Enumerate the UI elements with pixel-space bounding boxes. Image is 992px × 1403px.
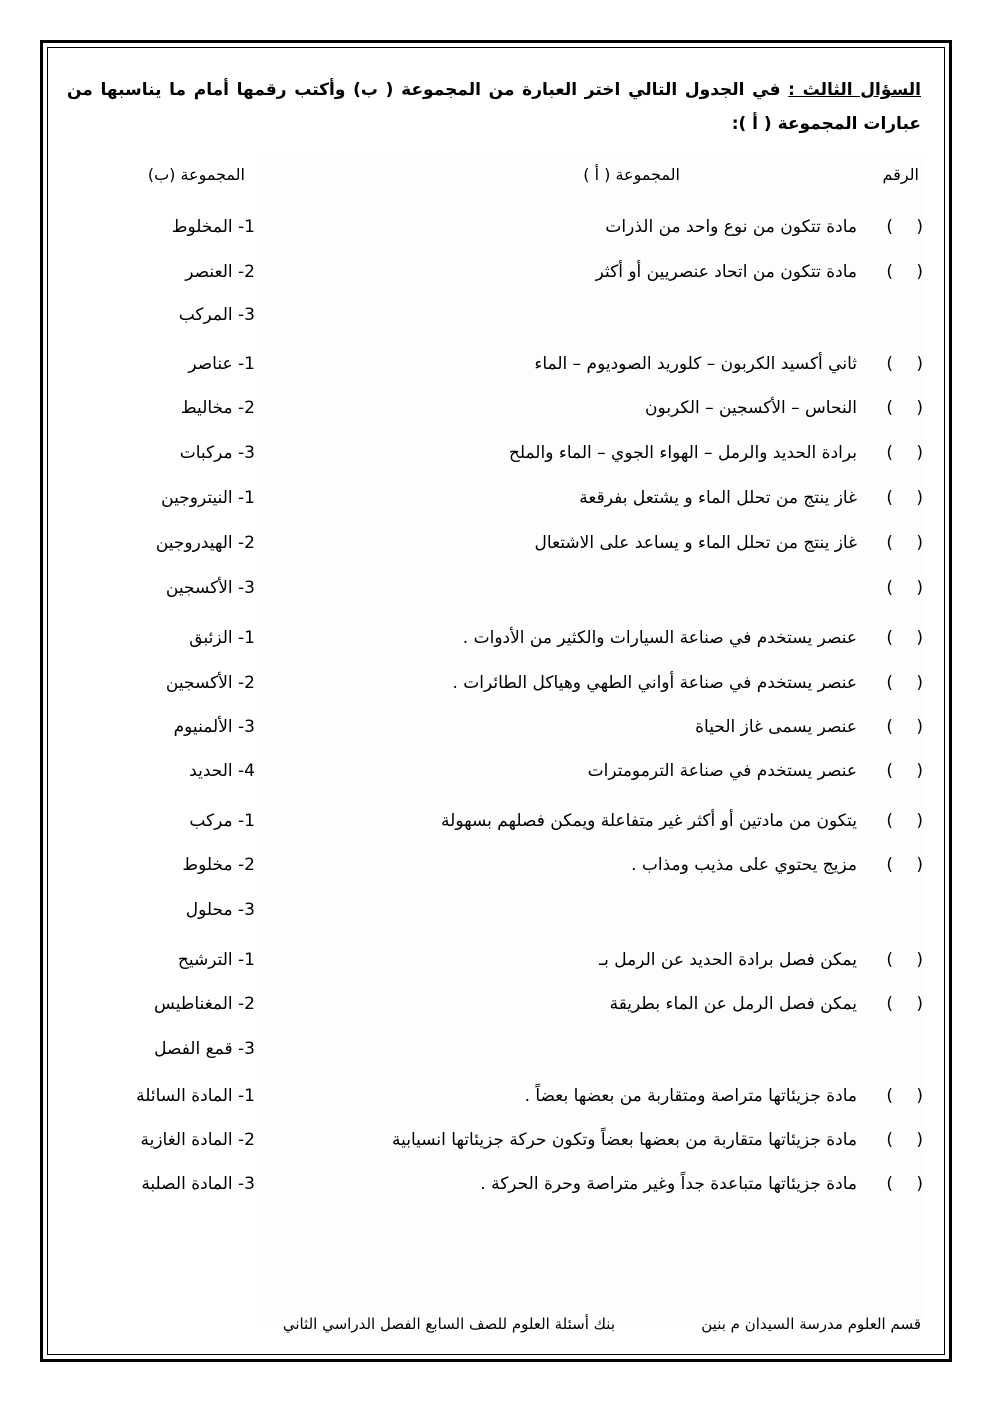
group-a-statement: عنصر يستخدم في صناعة الترمومترات bbox=[587, 761, 857, 781]
header-group-b: المجموعة (ب) bbox=[147, 165, 245, 184]
table-row bbox=[47, 751, 945, 795]
answer-blank[interactable] bbox=[883, 707, 923, 751]
group-a-statement: مزيج يحتوي على مذيب ومذاب . bbox=[631, 855, 857, 875]
paren-close: ) bbox=[886, 533, 893, 553]
paren-open: ( bbox=[916, 628, 923, 648]
footer-school: قسم العلوم مدرسة السيدان م بنين bbox=[701, 1315, 921, 1333]
group-b-option: 1- الترشيح bbox=[177, 950, 255, 970]
paren-open: ( bbox=[916, 1086, 923, 1106]
paren-close: ) bbox=[886, 761, 893, 781]
question-label: السؤال الثالث : bbox=[788, 80, 921, 100]
table-row bbox=[47, 984, 945, 1028]
paren-close: ) bbox=[886, 262, 893, 282]
group-b-option: 1- الزئبق bbox=[189, 628, 255, 648]
answer-blank[interactable] bbox=[883, 663, 923, 707]
group-b-option: 1- المخلوط bbox=[171, 217, 255, 237]
table-row bbox=[47, 388, 945, 432]
question-heading bbox=[67, 73, 921, 141]
table-row bbox=[47, 618, 945, 662]
paren-close: ) bbox=[886, 1130, 893, 1150]
paren-close: ) bbox=[886, 354, 893, 374]
group-b-option: 1- مركب bbox=[189, 811, 255, 831]
group-a-statement: عنصر يستخدم في صناعة أواني الطهي وهياكل الطائرات . bbox=[452, 673, 857, 693]
table-row bbox=[47, 1076, 945, 1120]
group-b-option: 3- مركبات bbox=[179, 443, 255, 463]
answer-blank[interactable] bbox=[883, 751, 923, 795]
group-b-option: 1- عناصر bbox=[188, 354, 255, 374]
header-group-a: المجموعة ( أ ) bbox=[583, 165, 680, 184]
paren-close: ) bbox=[886, 488, 893, 508]
answer-blank[interactable] bbox=[883, 478, 923, 522]
group-a-statement: عنصر يسمى غاز الحياة bbox=[695, 717, 857, 737]
paren-close: ) bbox=[886, 217, 893, 237]
paren-close: ) bbox=[886, 1174, 893, 1194]
answer-blank[interactable] bbox=[883, 984, 923, 1028]
paren-open: ( bbox=[916, 217, 923, 237]
table-row bbox=[47, 252, 945, 296]
group-a-statement: يمكن فصل الرمل عن الماء بطريقة bbox=[609, 994, 857, 1014]
answer-blank[interactable] bbox=[883, 523, 923, 567]
question-text: في الجدول التالي اختر العبارة من المجموعة ( ب) وأكتب رقمها أمام ما يناسبها من عبارات المجموعة ( أ ): bbox=[67, 80, 921, 134]
answer-blank[interactable] bbox=[883, 568, 923, 612]
footer-title: بنك أسئلة العلوم للصف السابع الفصل الدراسي الثاني bbox=[282, 1315, 615, 1333]
table-row bbox=[47, 523, 945, 567]
paren-open: ( bbox=[916, 761, 923, 781]
table-row bbox=[47, 707, 945, 751]
group-b-option: 2- المغناطيس bbox=[154, 994, 255, 1014]
paren-open: ( bbox=[916, 578, 923, 598]
group-a-statement: يتكون من مادتين أو أكثر غير متفاعلة ويمكن فصلهم بسهولة bbox=[441, 811, 857, 831]
paren-close: ) bbox=[886, 994, 893, 1014]
group-b-option: 3- المادة الصلبة bbox=[141, 1174, 255, 1194]
answer-blank[interactable] bbox=[883, 940, 923, 984]
answer-blank[interactable] bbox=[883, 801, 923, 845]
paren-open: ( bbox=[916, 673, 923, 693]
group-a-statement: غاز ينتج من تحلل الماء و يشتعل بفرقعة bbox=[579, 488, 857, 508]
table-row bbox=[47, 207, 945, 251]
table-row bbox=[47, 890, 945, 934]
answer-blank[interactable] bbox=[883, 252, 923, 296]
paren-close: ) bbox=[886, 578, 893, 598]
paren-open: ( bbox=[916, 717, 923, 737]
paren-close: ) bbox=[886, 950, 893, 970]
paren-open: ( bbox=[916, 855, 923, 875]
group-a-statement: مادة تتكون من نوع واحد من الذرات bbox=[605, 217, 857, 237]
group-b-option: 2- مخلوط bbox=[182, 855, 255, 875]
table-row bbox=[47, 1120, 945, 1164]
paren-open: ( bbox=[916, 811, 923, 831]
answer-blank[interactable] bbox=[883, 207, 923, 251]
table-row bbox=[47, 801, 945, 845]
paren-close: ) bbox=[886, 443, 893, 463]
group-b-option: 2- المادة الغازية bbox=[140, 1130, 255, 1150]
paren-close: ) bbox=[886, 811, 893, 831]
table-row bbox=[47, 1029, 945, 1073]
group-a-statement: مادة جزيئاتها متقاربة من بعضها بعضاً وتكون حركة جزيئاتها انسيابية bbox=[391, 1130, 857, 1150]
group-a-statement: مادة جزيئاتها متراصة ومتقاربة من بعضها بعضاً . bbox=[524, 1086, 857, 1106]
paren-open: ( bbox=[916, 950, 923, 970]
answer-blank[interactable] bbox=[883, 433, 923, 477]
answer-blank[interactable] bbox=[883, 1164, 923, 1208]
paren-open: ( bbox=[916, 994, 923, 1014]
group-b-option: 2- الأكسجين bbox=[165, 673, 255, 693]
table-row bbox=[47, 433, 945, 477]
table-row bbox=[47, 478, 945, 522]
table-row bbox=[47, 568, 945, 612]
paren-close: ) bbox=[886, 628, 893, 648]
paren-close: ) bbox=[886, 717, 893, 737]
group-a-statement: برادة الحديد والرمل – الهواء الجوي – الماء والملح bbox=[508, 443, 857, 463]
paren-open: ( bbox=[916, 443, 923, 463]
group-b-option: 3- الأكسجين bbox=[165, 578, 255, 598]
paren-close: ) bbox=[886, 673, 893, 693]
table-row bbox=[47, 295, 945, 339]
paren-close: ) bbox=[886, 398, 893, 418]
answer-blank[interactable] bbox=[883, 1120, 923, 1164]
group-b-option: 1- النيتروجين bbox=[161, 488, 255, 508]
answer-blank[interactable] bbox=[883, 388, 923, 432]
group-a-statement: مادة جزيئاتها متباعدة جداً وغير متراصة وحرة الحركة . bbox=[480, 1174, 857, 1194]
table-row bbox=[47, 940, 945, 984]
table-row bbox=[47, 663, 945, 707]
paren-open: ( bbox=[916, 488, 923, 508]
group-b-option: 4- الحديد bbox=[189, 761, 255, 781]
group-b-option: 3- الألمنيوم bbox=[173, 717, 255, 737]
paren-open: ( bbox=[916, 1130, 923, 1150]
group-a-statement: النحاس – الأكسجين – الكربون bbox=[645, 398, 857, 418]
paren-open: ( bbox=[916, 398, 923, 418]
answer-blank[interactable] bbox=[883, 1076, 923, 1120]
answer-blank[interactable] bbox=[883, 344, 923, 388]
header-number: الرقم bbox=[882, 165, 919, 184]
group-b-option: 3- المركب bbox=[178, 305, 255, 325]
group-a-statement: عنصر يستخدم في صناعة السيارات والكثير من الأدوات . bbox=[462, 628, 857, 648]
group-a-statement: ثاني أكسيد الكربون – كلوريد الصوديوم – الماء bbox=[534, 354, 857, 374]
group-b-option: 2- مخاليط bbox=[180, 398, 255, 418]
paren-close: ) bbox=[886, 855, 893, 875]
answer-blank[interactable] bbox=[883, 618, 923, 662]
group-b-option: 1- المادة السائلة bbox=[136, 1086, 255, 1106]
group-b-option: 2- العنصر bbox=[185, 262, 255, 282]
paren-close: ) bbox=[886, 1086, 893, 1106]
paren-open: ( bbox=[916, 354, 923, 374]
group-a-statement: يمكن فصل برادة الحديد عن الرمل بـ bbox=[599, 950, 857, 970]
group-a-statement: مادة تتكون من اتحاد عنصريين أو أكثر bbox=[595, 262, 857, 282]
paren-open: ( bbox=[916, 533, 923, 553]
group-a-statement: غاز ينتج من تحلل الماء و يساعد على الاشتعال bbox=[534, 533, 857, 553]
table-row bbox=[47, 1164, 945, 1208]
table-row bbox=[47, 344, 945, 388]
group-b-option: 3- قمع الفصل bbox=[154, 1039, 255, 1059]
answer-blank[interactable] bbox=[883, 845, 923, 889]
paren-open: ( bbox=[916, 262, 923, 282]
paren-open: ( bbox=[916, 1174, 923, 1194]
table-row bbox=[47, 845, 945, 889]
group-b-option: 3- محلول bbox=[185, 900, 255, 920]
worksheet-page bbox=[47, 47, 945, 1355]
group-b-option: 2- الهيدروجين bbox=[155, 533, 255, 553]
